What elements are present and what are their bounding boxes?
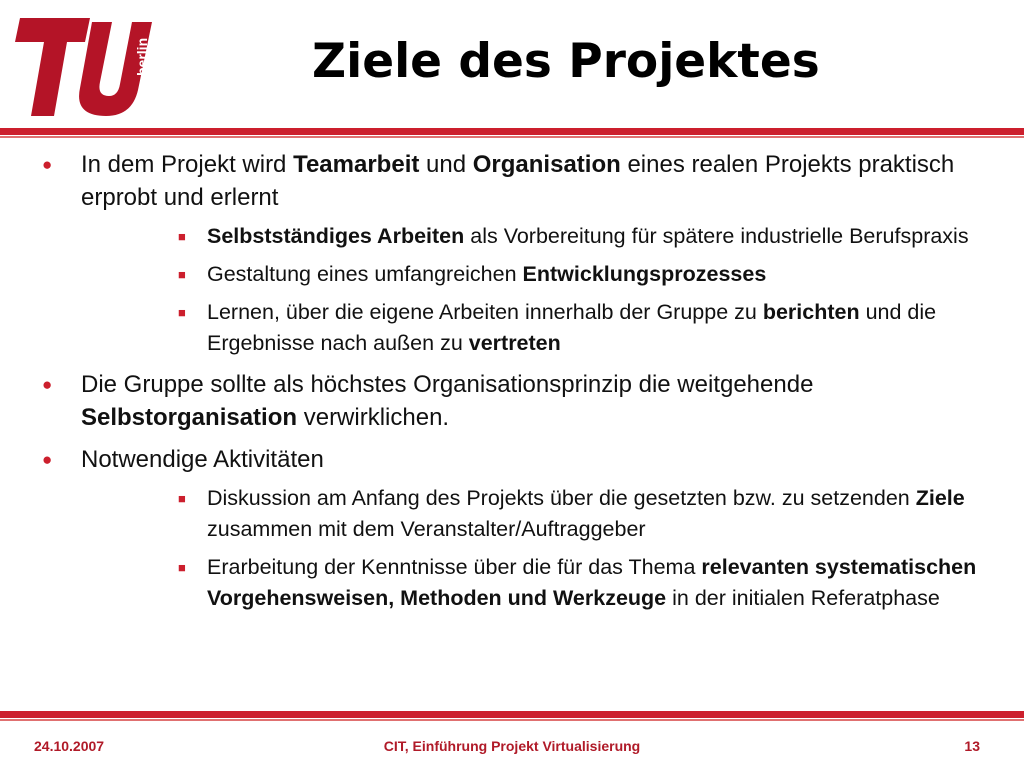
sub-bullet-marker: ■ [178,267,186,282]
emphasis-text: berichten [762,300,860,324]
sub-bullet-item [81,483,1024,545]
page-title: Ziele des Projektes [312,34,820,89]
text-run: und [419,151,473,178]
tu-berlin-logo-mark [14,16,156,120]
emphasis-text: Entwicklungsprozesses [522,262,767,286]
emphasis-text: Selbstorganisation [81,404,298,431]
bullet-text [81,443,961,476]
bullet-item [0,368,961,434]
bullet-item [0,443,977,614]
text-run: Diskussion am Anfang des Projekts über die gesetzten bzw. zu setzenden [207,486,916,510]
logo-text: berlin [134,37,150,76]
sub-bullet-marker: ■ [178,229,186,244]
sub-bullet-marker: ■ [178,560,186,575]
sub-bullet-list [81,483,977,614]
text-run: Die Gruppe sollte als höchstes Organisationsprinzip die weitgehende [81,371,814,398]
sub-bullet-marker: ■ [178,305,186,320]
bullet-text [81,368,961,434]
page-number: 13 [964,738,980,754]
sub-bullet-text [207,552,1024,614]
text-run: in der initialen Referatphase [666,586,940,610]
footer-date: 24.10.2007 [34,738,105,754]
sub-bullet-marker: ■ [178,491,186,506]
text-run: Notwendige Aktivitäten [81,446,324,473]
sub-bullet-text [207,483,1024,545]
footer-course-title: CIT, Einführung Projekt Virtualisierung [383,738,641,754]
text-run: zusammen mit dem Veranstalter/Auftraggeber [207,517,646,541]
text-run: Gestaltung eines umfangreichen [207,262,523,286]
sub-bullet-item [81,259,1024,290]
text-run: verwirklichen. [297,404,450,431]
text-run: Erarbeitung der Kenntnisse über die für das Thema [207,555,702,579]
bullet-marker: ● [42,155,53,174]
emphasis-text: relevanten systematischen Vorgehensweisen, Methoden und Werkzeuge [207,555,977,610]
bullet-marker: ● [42,375,53,394]
bullet-item [0,148,969,359]
text-run: als Vorbereitung für spätere industrielle Berufspraxis [464,224,969,248]
bullet-marker: ● [42,450,53,469]
footer-divider [0,711,1024,721]
header-divider [0,128,1024,138]
text-run: In dem Projekt wird [81,151,294,178]
sub-bullet-text [207,259,1024,290]
emphasis-text: Selbstständiges Arbeiten [207,224,465,248]
emphasis-text: vertreten [468,331,561,355]
text-run: eines realen Projekts praktisch erprobt und erlernt [81,151,955,211]
bullet-text [81,148,961,214]
sub-bullet-item [81,297,1024,359]
sub-bullet-text [207,221,1024,252]
tu-berlin-logo [14,16,156,120]
sub-bullet-item [81,221,1024,252]
sub-bullet-text [207,297,1024,359]
emphasis-text: Organisation [472,151,621,178]
bullet-list [0,148,1024,623]
sub-bullet-item [81,552,1024,614]
text-run: und die Ergebnisse nach außen zu [207,300,937,355]
sub-bullet-list [81,221,969,359]
emphasis-text: Teamarbeit [293,151,420,178]
text-run: Lernen, über die eigene Arbeiten innerhalb der Gruppe zu [207,300,763,324]
emphasis-text: Ziele [915,486,965,510]
